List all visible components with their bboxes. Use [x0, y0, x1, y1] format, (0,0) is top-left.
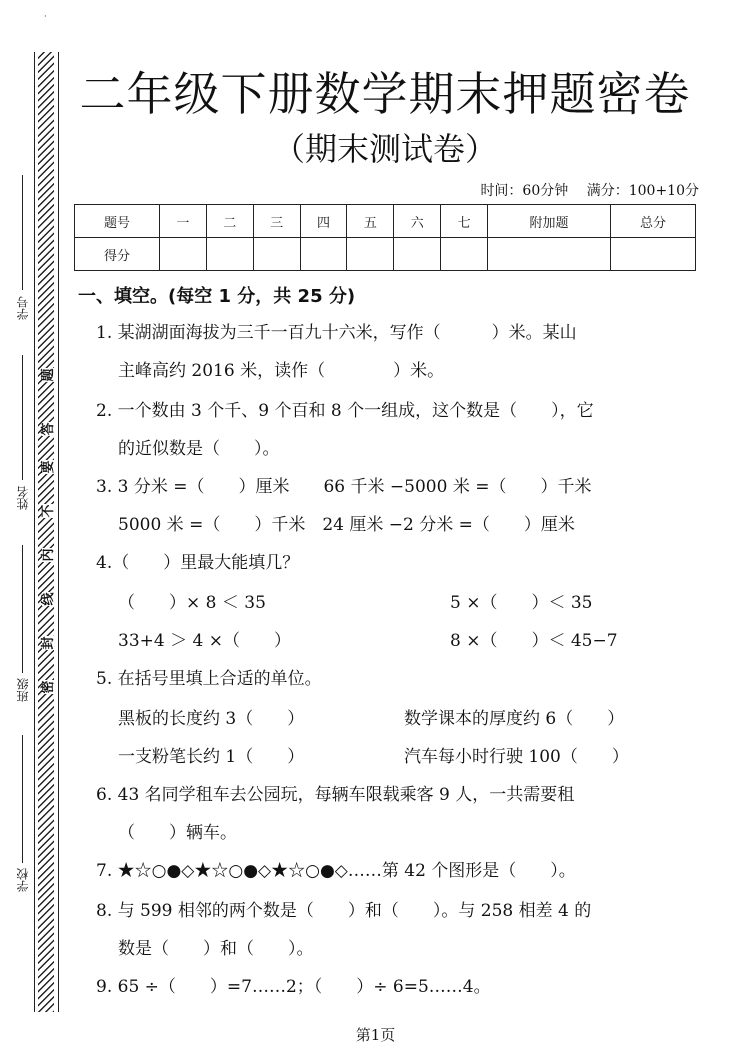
name-label: 姓名 [16, 486, 30, 510]
school-label: 学校 [16, 868, 30, 892]
score-cell[interactable] [206, 238, 253, 271]
score-cell[interactable] [394, 238, 441, 271]
exam-info [466, 180, 699, 200]
section-heading: 一、填空。(每空 1 分，共 25 分) [78, 286, 356, 307]
score-cell[interactable] [488, 238, 611, 271]
question-3-line-2: 5000 米 =（ ）千米 24 厘米 −2 分米 =（ ）厘米 [118, 515, 575, 535]
student-no-line [22, 175, 23, 290]
question-3-line-1: 3. 3 分米 =（ ）厘米 66 千米 −5000 米 =（ ）千米 [96, 477, 592, 497]
question-4-item-1: （ ）× 8 ＜ 35 [118, 593, 266, 613]
class-line [22, 545, 23, 673]
seal-char-8: 密 [41, 680, 56, 694]
cell-header: 附加题 [488, 205, 611, 238]
question-5-item-2: 数学课本的厚度约 6（ ） [404, 709, 625, 729]
corner-mark: · [44, 12, 47, 21]
cell-header: 二 [206, 205, 253, 238]
score-cell[interactable] [300, 238, 347, 271]
question-2-line-2: 的近似数是（ ）。 [118, 439, 280, 459]
seal-char-3: 要 [41, 460, 56, 474]
score-table [74, 204, 696, 271]
seal-char-7: 封 [41, 636, 56, 650]
seal-char-4: 不 [41, 504, 56, 518]
question-4-item-3: 33+4 ＞ 4 ×（ ） [118, 631, 291, 651]
seal-char-5: 内 [41, 548, 56, 562]
binding-hatch [38, 52, 54, 1012]
cell-header: 三 [253, 205, 300, 238]
cell-header: 总分 [611, 205, 696, 238]
question-6-line-2: （ ）辆车。 [118, 823, 237, 843]
score-label: 得分 [75, 238, 160, 271]
binding-line-left [34, 52, 35, 1012]
question-1-line-1: 1. 某湖湖面海拔为三千一百九十六米，写作（ ）米。某山 [96, 323, 577, 343]
cell-header: 一 [159, 205, 206, 238]
cell-header: 七 [441, 205, 488, 238]
cell-header: 四 [300, 205, 347, 238]
question-5-item-1: 黑板的长度约 3（ ） [118, 709, 305, 729]
full-score: 满分：100+10分 [586, 183, 699, 199]
score-cell[interactable] [347, 238, 394, 271]
question-9: 9. 65 ÷（ ）=7……2；（ ）÷ 6=5……4。 [96, 977, 491, 997]
question-7: 7. ★☆○●◇★☆○●◇★☆○●◇……第 42 个图形是（ ）。 [96, 861, 576, 881]
name-line [22, 355, 23, 480]
class-label: 班级 [16, 678, 30, 702]
cell-header: 题号 [75, 205, 160, 238]
score-cell[interactable] [159, 238, 206, 271]
score-table-header-row [75, 205, 696, 238]
question-4: 4.（ ）里最大能填几？ [96, 553, 300, 573]
question-8-line-2: 数是（ ）和（ ）。 [118, 939, 314, 959]
question-1-line-2: 主峰高约 2016 米，读作（ ）米。 [118, 361, 445, 381]
seal-char-1: 题 [41, 368, 56, 382]
question-4-item-2: 5 ×（ ）＜ 35 [450, 593, 593, 613]
score-cell[interactable] [253, 238, 300, 271]
time-limit: 时间：60分钟 [480, 183, 569, 199]
question-8-line-1: 8. 与 599 相邻的两个数是（ ）和（ ）。与 258 相差 4 的 [96, 901, 592, 921]
question-5: 5. 在括号里填上合适的单位。 [96, 669, 322, 689]
page-subtitle: （期末测试卷） [272, 130, 497, 168]
question-6-line-1: 6. 43 名同学租车去公园玩，每辆车限载乘客 9 人，一共需要租 [96, 785, 575, 805]
student-no-label: 学号 [16, 296, 30, 320]
binding-line-right [58, 52, 59, 1012]
seal-char-2: 答 [41, 422, 56, 436]
question-2-line-1: 2. 一个数由 3 个千、9 个百和 8 个一组成，这个数是（ ），它 [96, 401, 594, 421]
cell-header: 五 [347, 205, 394, 238]
seal-char-6: 线 [41, 592, 56, 606]
page-number: 第1页 [355, 1026, 396, 1044]
score-cell[interactable] [611, 238, 696, 271]
cell-header: 六 [394, 205, 441, 238]
score-cell[interactable] [441, 238, 488, 271]
score-table-score-row [75, 238, 696, 271]
question-5-item-4: 汽车每小时行驶 100（ ） [404, 747, 629, 767]
school-line [22, 735, 23, 863]
question-4-item-4: 8 ×（ ）＜ 45−7 [450, 631, 618, 651]
question-5-item-3: 一支粉笔长约 1（ ） [118, 747, 305, 767]
page-title: 二年级下册数学期末押题密卷 [79, 67, 691, 121]
